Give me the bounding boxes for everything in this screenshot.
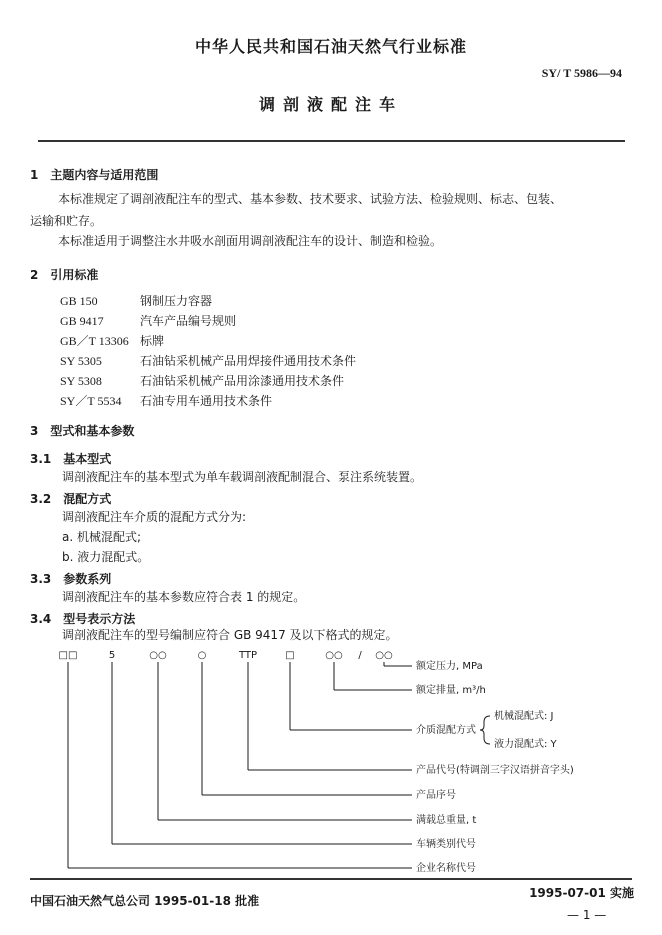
label-displacement: 额定排量, m³/h: [416, 685, 486, 696]
section-3-1-heading: 3.1 基本型式: [30, 452, 112, 466]
mix-mode-brace: [480, 716, 490, 744]
label-mix-hydraulic: 液力混配式: Y: [494, 739, 557, 750]
code-serial: ○: [197, 650, 207, 661]
code-mix-mode: □: [285, 650, 295, 661]
org-title: 中华人民共和国石油天然气行业标准: [194, 37, 467, 56]
section-1-heading: 1 主题内容与适用范围: [30, 168, 159, 182]
code-product: TTP: [238, 650, 258, 661]
standard-number: SY/ T 5986—94: [541, 66, 622, 80]
section-3-3-heading: 3.3 参数系列: [30, 572, 112, 586]
reference-title: 石油专用车通用技术条件: [140, 394, 273, 408]
reference-item: [60, 352, 356, 369]
section-3-2-text: 调剖液配注车介质的混配方式分为:: [62, 510, 247, 524]
effective-date: 1995-07-01 实施: [529, 886, 634, 900]
reference-code: SY 5308: [60, 374, 102, 388]
document-title: 调剖液配注车: [258, 95, 403, 114]
section-3-2-item-b: b. 液力混配式。: [62, 550, 150, 564]
header-rule: [38, 140, 625, 142]
label-pressure: 额定压力, MPa: [416, 661, 483, 672]
section-3-4-text: 调剖液配注车的型号编制应符合 GB 9417 及以下格式的规定。: [62, 628, 398, 642]
reference-title: 石油钻采机械产品用焊接件通用技术条件: [140, 354, 357, 368]
section-1-paragraph-1a: 本标准规定了调剖液配注车的型式、基本参数、技术要求、试验方法、检验规则、标志、包装、: [58, 192, 563, 206]
section-1-paragraph-2: 本标准适用于调整注水井吸水剖面用调剖液配注车的设计、制造和检验。: [58, 234, 443, 248]
section-3-4-heading: 3.4 型号表示方法: [30, 612, 136, 626]
code-displacement: ○○: [325, 650, 343, 661]
reference-code: GB 9417: [60, 314, 104, 328]
approval-note: 中国石油天然气总公司 1995-01-18 批准: [30, 894, 260, 908]
label-weight: 满载总重量, t: [416, 815, 477, 826]
page-number: — 1 —: [567, 908, 607, 922]
label-product-code: 产品代号(特调剖三字汉语拼音字头): [416, 765, 574, 776]
reference-code: GB／T 13306: [60, 334, 129, 348]
code-weight: ○○: [149, 650, 167, 661]
section-3-1-text: 调剖液配注车的基本型式为单车载调剖液配制混合、泵注系统装置。: [62, 470, 423, 484]
model-designation-diagram: [0, 640, 662, 880]
reference-item: [60, 392, 272, 409]
section-1-paragraph-1b: 运输和贮存。: [30, 214, 103, 228]
label-mix-mode: 介质混配方式: [416, 725, 476, 736]
code-pressure: ○○: [375, 650, 393, 661]
reference-title: 石油钻采机械产品用涂漆通用技术条件: [140, 374, 345, 388]
reference-title: 汽车产品编号规则: [140, 314, 237, 328]
section-2-heading: 2 引用标准: [30, 268, 99, 282]
reference-title: 钢制压力容器: [140, 294, 213, 308]
reference-code: SY 5305: [60, 354, 102, 368]
label-enterprise: 企业名称代号: [416, 863, 476, 874]
code-category: 5: [108, 650, 116, 661]
section-3-2-item-a: a. 机械混配式;: [62, 530, 142, 544]
label-serial: 产品序号: [416, 790, 456, 801]
section-3-3-text: 调剖液配注车的基本参数应符合表 1 的规定。: [62, 590, 306, 604]
label-category: 车辆类别代号: [416, 839, 476, 850]
label-mix-mechanical: 机械混配式: J: [494, 711, 554, 722]
code-enterprise: □□: [58, 650, 78, 661]
footer-rule: [30, 878, 632, 880]
code-slash: /: [358, 650, 362, 661]
reference-item: [60, 292, 212, 309]
section-3-heading: 3 型式和基本参数: [30, 424, 135, 438]
reference-item: [60, 372, 344, 389]
reference-item: [60, 332, 164, 349]
reference-code: SY／T 5534: [60, 394, 122, 408]
reference-item: [60, 312, 236, 329]
reference-title: 标牌: [140, 334, 165, 348]
reference-code: GB 150: [60, 294, 98, 308]
section-3-2-heading: 3.2 混配方式: [30, 492, 112, 506]
